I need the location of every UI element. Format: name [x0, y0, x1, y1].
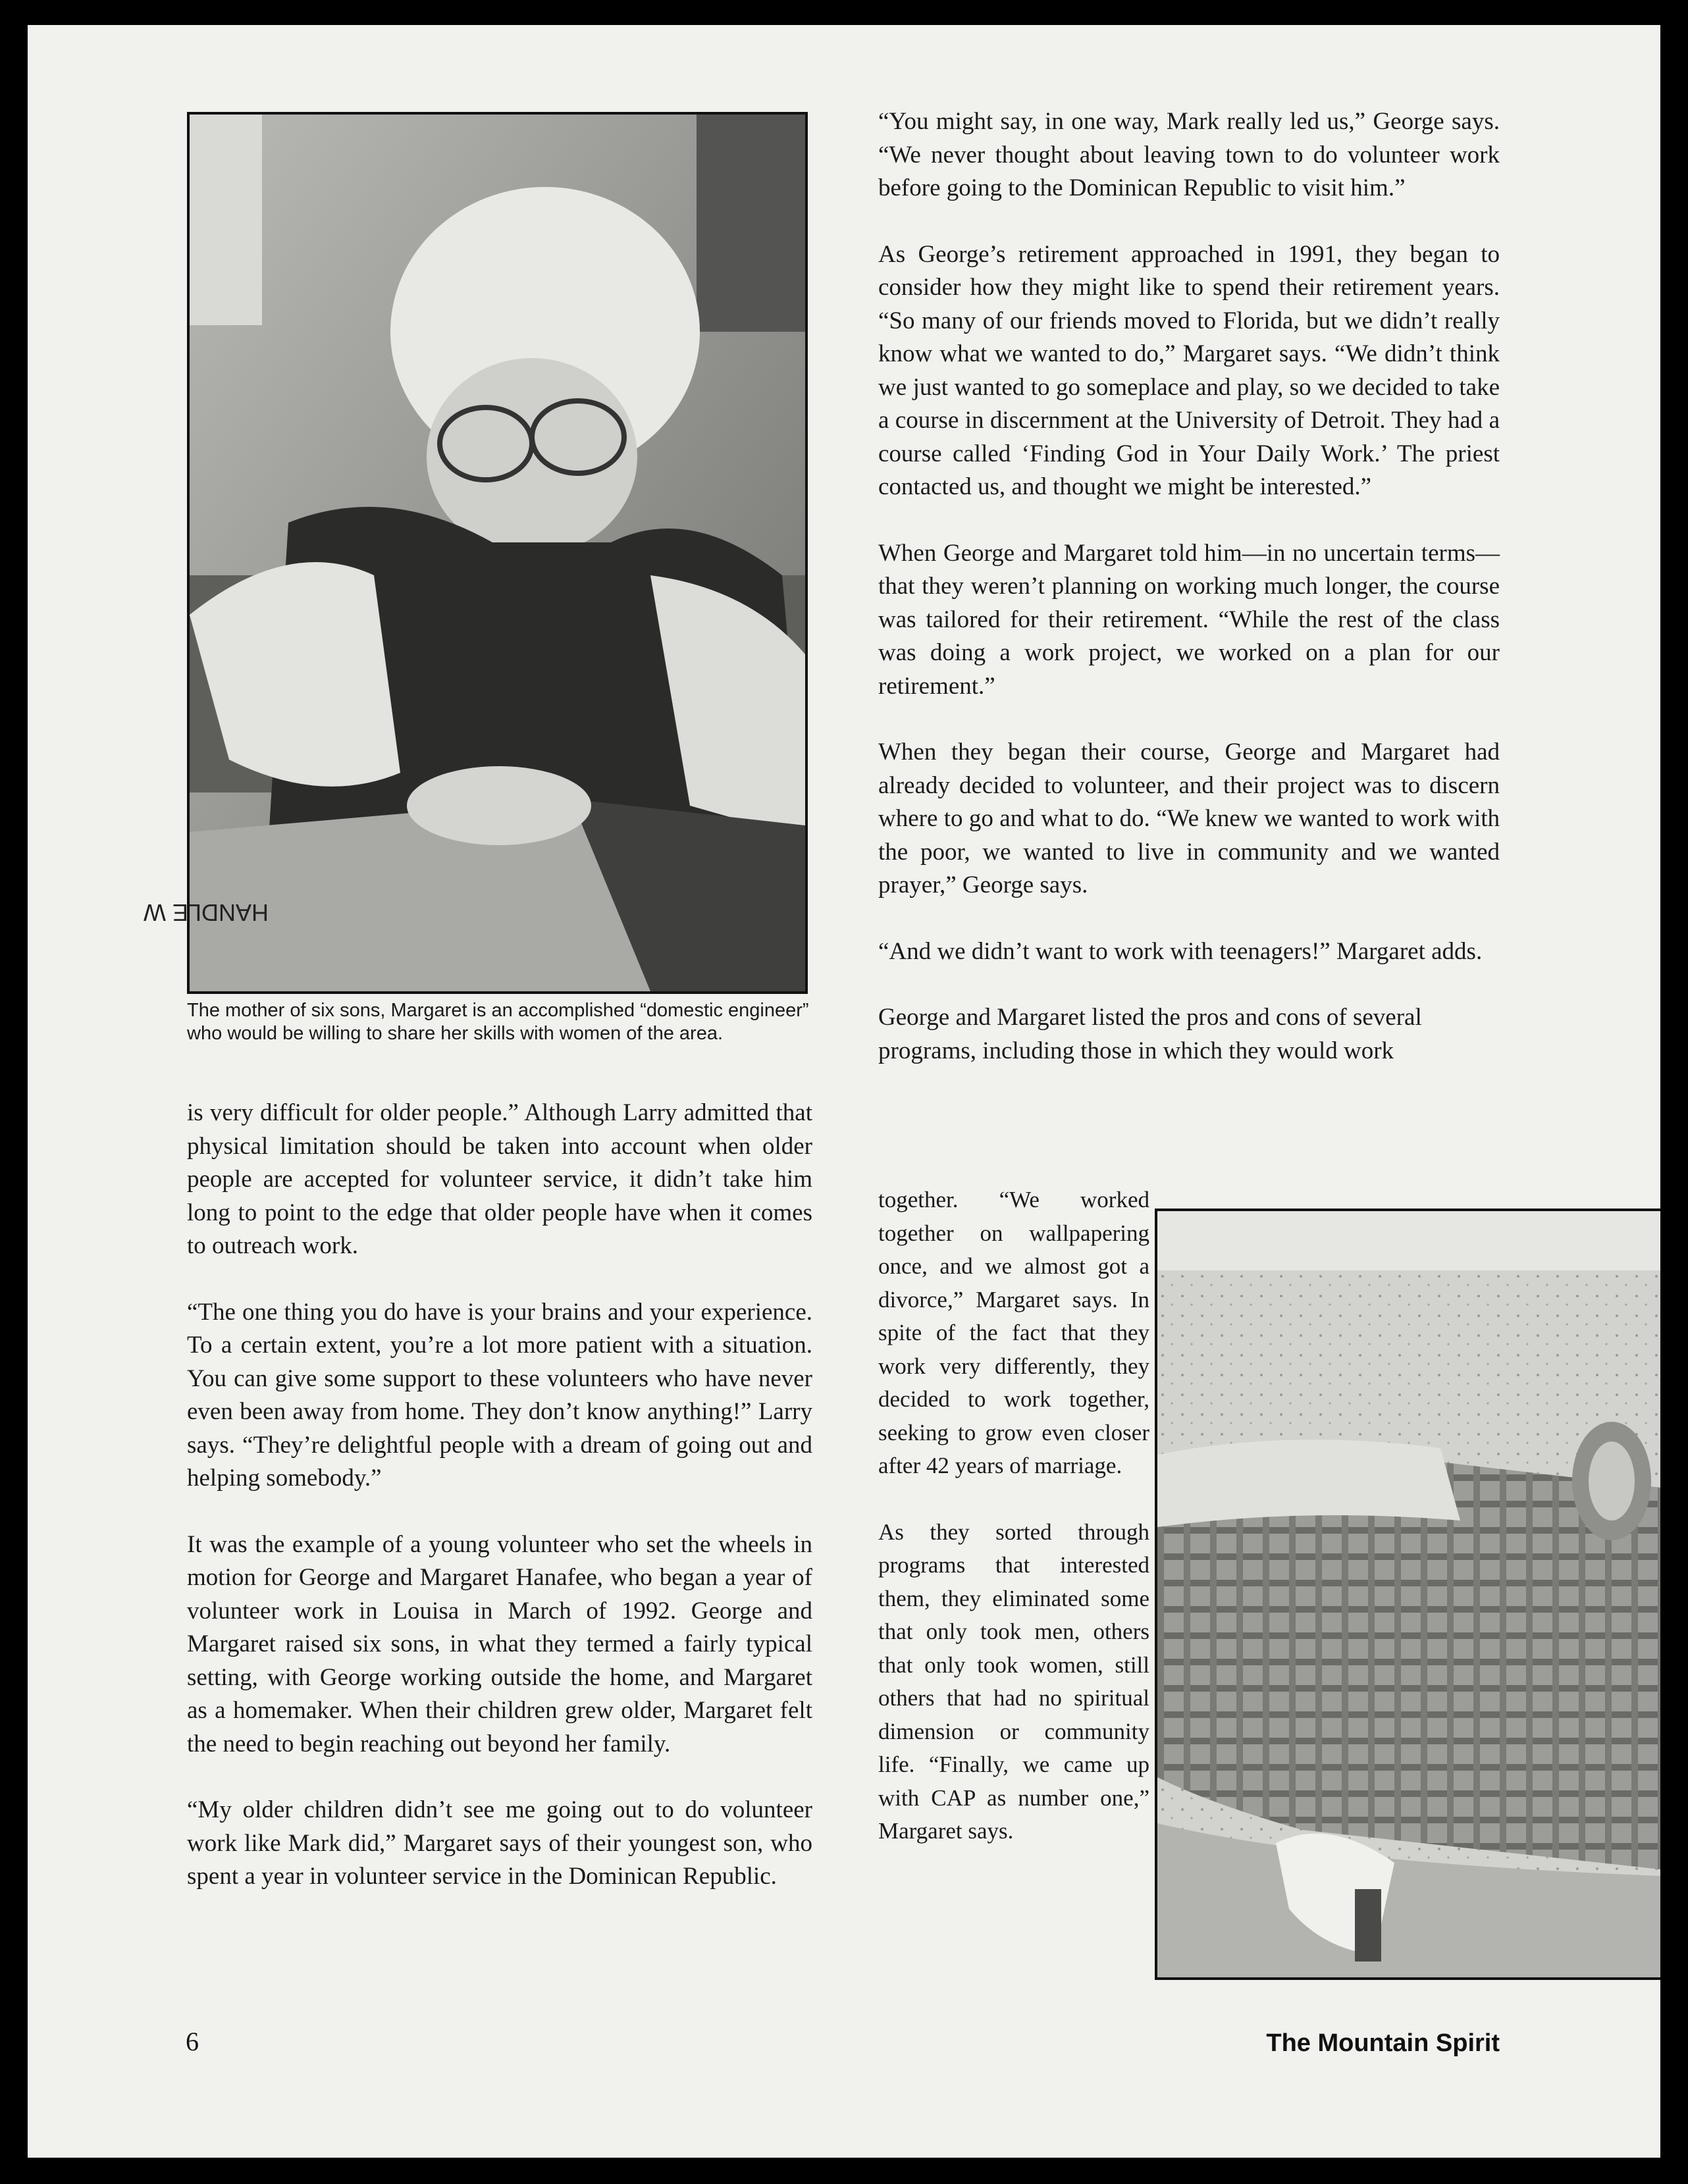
paragraph: It was the example of a young volunteer who set the wheels in motion for George and Margaret Hanafee, who began a year of volunteer work in Louisa in March of 1992. George and Margaret raised six sons, in what they termed a fairly typical setting, with George working outside the home, and Margaret as a homemaker. When their children grew older, Margaret felt the need to begin reaching out beyond her family.: [187, 1530, 812, 1757]
paragraph: “The one thing you do have is your brains and your experience. To a certain extent, you’re a lot more patient with a situation. You can give some support to these volunteers who have never even been away from home. They don’t know anything!” Larry says. “They’re delightful people with a dream of going out and helping somebody.”: [187, 1298, 812, 1492]
photo-margaret: [143, 112, 808, 994]
paragraph: “You might say, in one way, Mark really led us,” George says. “We never thought about leaving town to do volunteer work before going to the Dominican Republic to visit him.”: [878, 108, 1500, 201]
photo-bed: [1155, 1209, 1660, 1980]
paragraph: together. “We worked together on wallpapering once, and we almost got a divorce,” Margaret says. In spite of the fact that they work very differently, they decided to work together, seeking to grow even closer after 42 years of marriage.: [878, 1187, 1149, 1478]
publication-name: The Mountain Spirit: [1266, 2029, 1500, 2057]
paragraph: “My older children didn’t see me going out to do volunteer work like Mark did,” Margaret says of their youngest son, who spent a year in volunteer service in the Dominican Republic.: [187, 1796, 812, 1890]
paragraph: As they sorted through programs that interested them, they eliminated some that only took men, others that only took women, still others that had no spiritual dimension or community life. “Finally, we came up with CAP as number one,” Margaret says.: [878, 1519, 1149, 1844]
paragraph: When George and Margaret told him—in no uncertain terms—that they weren’t planning on working much longer, the course was tailored for their retirement. “While the rest of the class was doing a work project, we worked on a plan for our retirement.”: [878, 539, 1500, 700]
magazine-page: [28, 25, 1660, 2158]
narrow-column: [878, 1183, 1149, 1848]
right-column: [878, 105, 1500, 1068]
svg-text:HANDLE W: HANDLE W: [143, 899, 269, 926]
left-column: [187, 1097, 812, 1927]
paragraph: is very difficult for older people.” Although Larry admitted that physical limitation should be taken into account when older people are accepted for volunteer service, it didn’t take him long to point to the edge that older people have when it comes to outreach work.: [187, 1099, 812, 1259]
photo-bed-with-quilt-icon: [1157, 1211, 1660, 1977]
photo-woman-packing-box-icon: [143, 115, 805, 991]
paragraph: When they began their course, George and Margaret had already decided to volunteer, and their project was to discern where to go and what to do. “We knew we wanted to work with the poor, we wanted to live in community and we wanted prayer,” George says.: [878, 739, 1500, 898]
paragraph: George and Margaret listed the pros and cons of several programs, including those in which they would work: [878, 1004, 1422, 1064]
paragraph: As George’s retirement approached in 1991, they began to consider how they might like to spend their retirement years. “So many of our friends moved to Florida, but we didn’t really know what we wanted to do,” Margaret says. “We didn’t think we just wanted to go someplace and play, so we decided to take a course in discernment at the University of Detroit. They had a course called ‘Finding God in Your Daily Work.’ The priest contacted us, and thought we might be interested.”: [878, 240, 1500, 500]
photo-caption: The mother of six sons, Margaret is an accomplished “domestic engineer” who would be willing to share her skills with women of the area.: [187, 1000, 809, 1044]
paragraph: “And we didn’t want to work with teenagers!” Margaret adds.: [878, 937, 1483, 965]
page-number: 6: [186, 2027, 199, 2056]
